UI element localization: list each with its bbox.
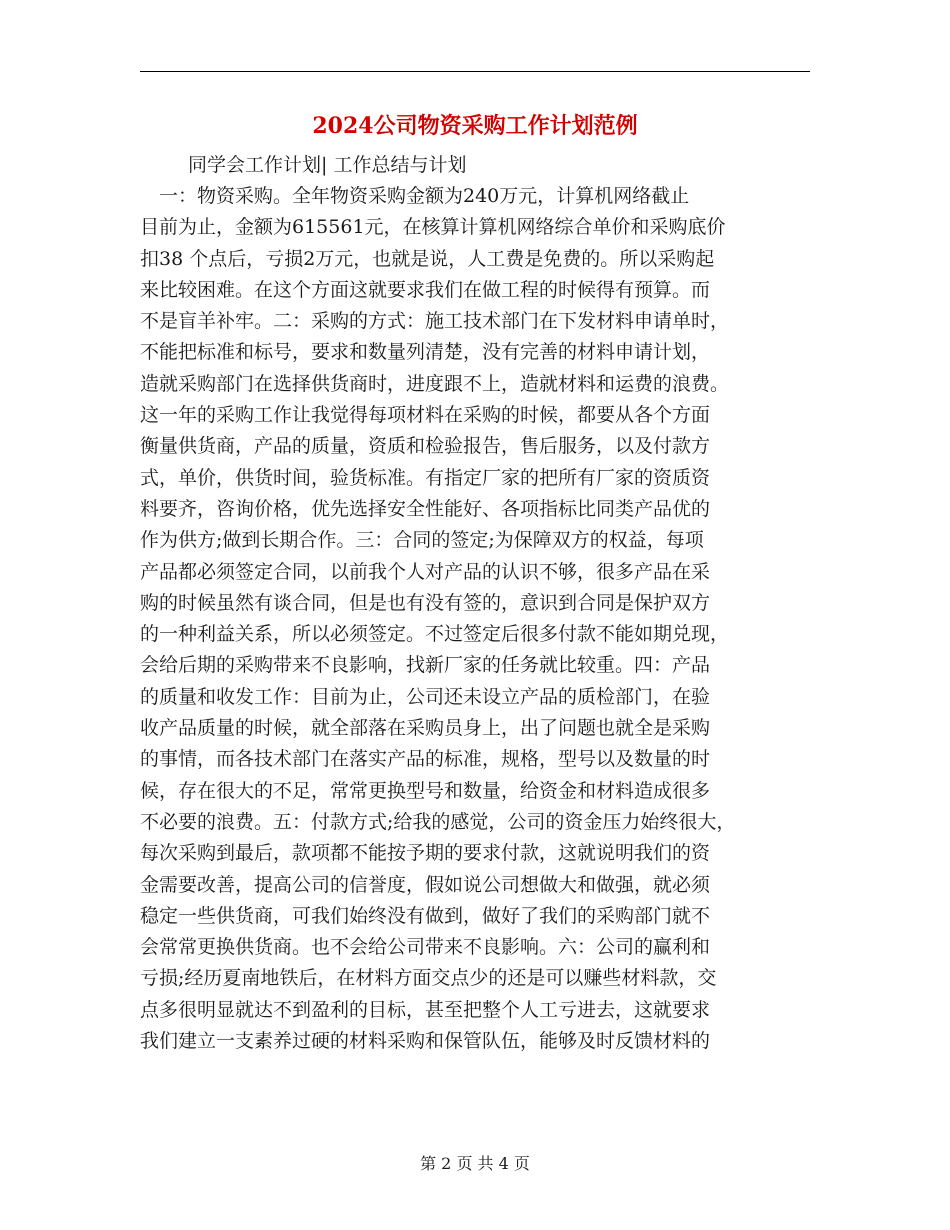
body-line: 收产品质量的时候，就全部落在采购员身上，出了问题也就全是采购: [140, 717, 711, 740]
body-line: 亏损;经历夏南地铁后，在材料方面交点少的还是可以赚些材料款，交: [140, 967, 717, 990]
body-line: 的一种利益关系，所以必须签定。不过签定后很多付款不能如期兑现，: [140, 623, 730, 646]
body-line: 作为供方;做到长期合作。三：合同的签定;为保障双方的权益，每项: [140, 529, 704, 552]
body-line: 产品都必须签定合同，以前我个人对产品的认识不够，很多产品在采: [140, 560, 711, 583]
body-line: 我们建立一支素养过硬的材料采购和保管队伍，能够及时反馈材料的: [140, 1030, 711, 1053]
body-line: 的事情，而各技术部门在落实产品的标准，规格，型号以及数量的时: [140, 748, 711, 771]
body-line: 衡量供货商，产品的质量，资质和检验报告，售后服务，以及付款方: [140, 435, 711, 458]
body-line: 不是盲羊补牢。二：采购的方式：施工技术部门在下发材料申请单时，: [140, 310, 730, 333]
body-line: 扣38 个点后，亏损2万元，也就是说，人工费是免费的。所以采购起: [140, 247, 715, 270]
body-line: 金需要改善，提高公司的信誉度，假如说公司想做大和做强，就必须: [140, 873, 711, 896]
body-line: 式，单价，供货时间，验货标准。有指定厂家的把所有厂家的资质资: [140, 466, 711, 489]
body-line: 会给后期的采购带来不良影响，找新厂家的任务就比较重。四：产品: [140, 654, 711, 677]
document-title: 2024公司物资采购工作计划范例: [312, 113, 638, 139]
body-line: 的质量和收发工作：目前为止，公司还未设立产品的质检部门，在验: [140, 685, 711, 708]
body-line: 购的时候虽然有谈合同，但是也有没有签的，意识到合同是保护双方: [140, 591, 711, 614]
body-line: 点多很明显就达不到盈利的目标，甚至把整个人工亏进去，这就要求: [140, 998, 711, 1021]
body-line: 会常常更换供货商。也不会给公司带来不良影响。六：公司的赢利和: [140, 936, 711, 959]
body-line: 稳定一些供货商，可我们始终没有做到，做好了我们的采购部门就不: [140, 904, 711, 927]
body-line: 料要齐，咨询价格，优先选择安全性能好、各项指标比同类产品优的: [140, 497, 711, 520]
body-line: 候，存在很大的不足，常常更换型号和数量，给资金和材料造成很多: [140, 779, 711, 802]
document-subtitle: 同学会工作计划| 工作总结与计划: [188, 154, 467, 176]
body-line: 一：物资采购。全年物资采购金额为240万元，计算机网络截止: [140, 185, 690, 207]
body-line: 造就采购部门在选择供货商时，进度跟不上，造就材料和运费的浪费。: [140, 372, 730, 395]
document-body: [140, 181, 820, 1057]
body-line: 每次采购到最后，款项都不能按予期的要求付款，这就说明我们的资: [140, 842, 711, 865]
page-number: 第 2 页 共 4 页: [420, 1154, 530, 1173]
body-line: 来比较困难。在这个方面这就要求我们在做工程的时候得有预算。而: [140, 278, 711, 301]
body-line: 不能把标准和标号，要求和数量列清楚，没有完善的材料申请计划，: [140, 341, 711, 364]
body-line: 不必要的浪费。五：付款方式;给我的感觉，公司的资金压力始终很大，: [140, 810, 736, 833]
body-line: 目前为止，金额为615561元，在核算计算机网络综合单价和采购底价: [140, 216, 726, 239]
body-line: 这一年的采购工作让我觉得每项材料在采购的时候，都要从各个方面: [140, 404, 711, 427]
header-rule: [140, 71, 810, 72]
